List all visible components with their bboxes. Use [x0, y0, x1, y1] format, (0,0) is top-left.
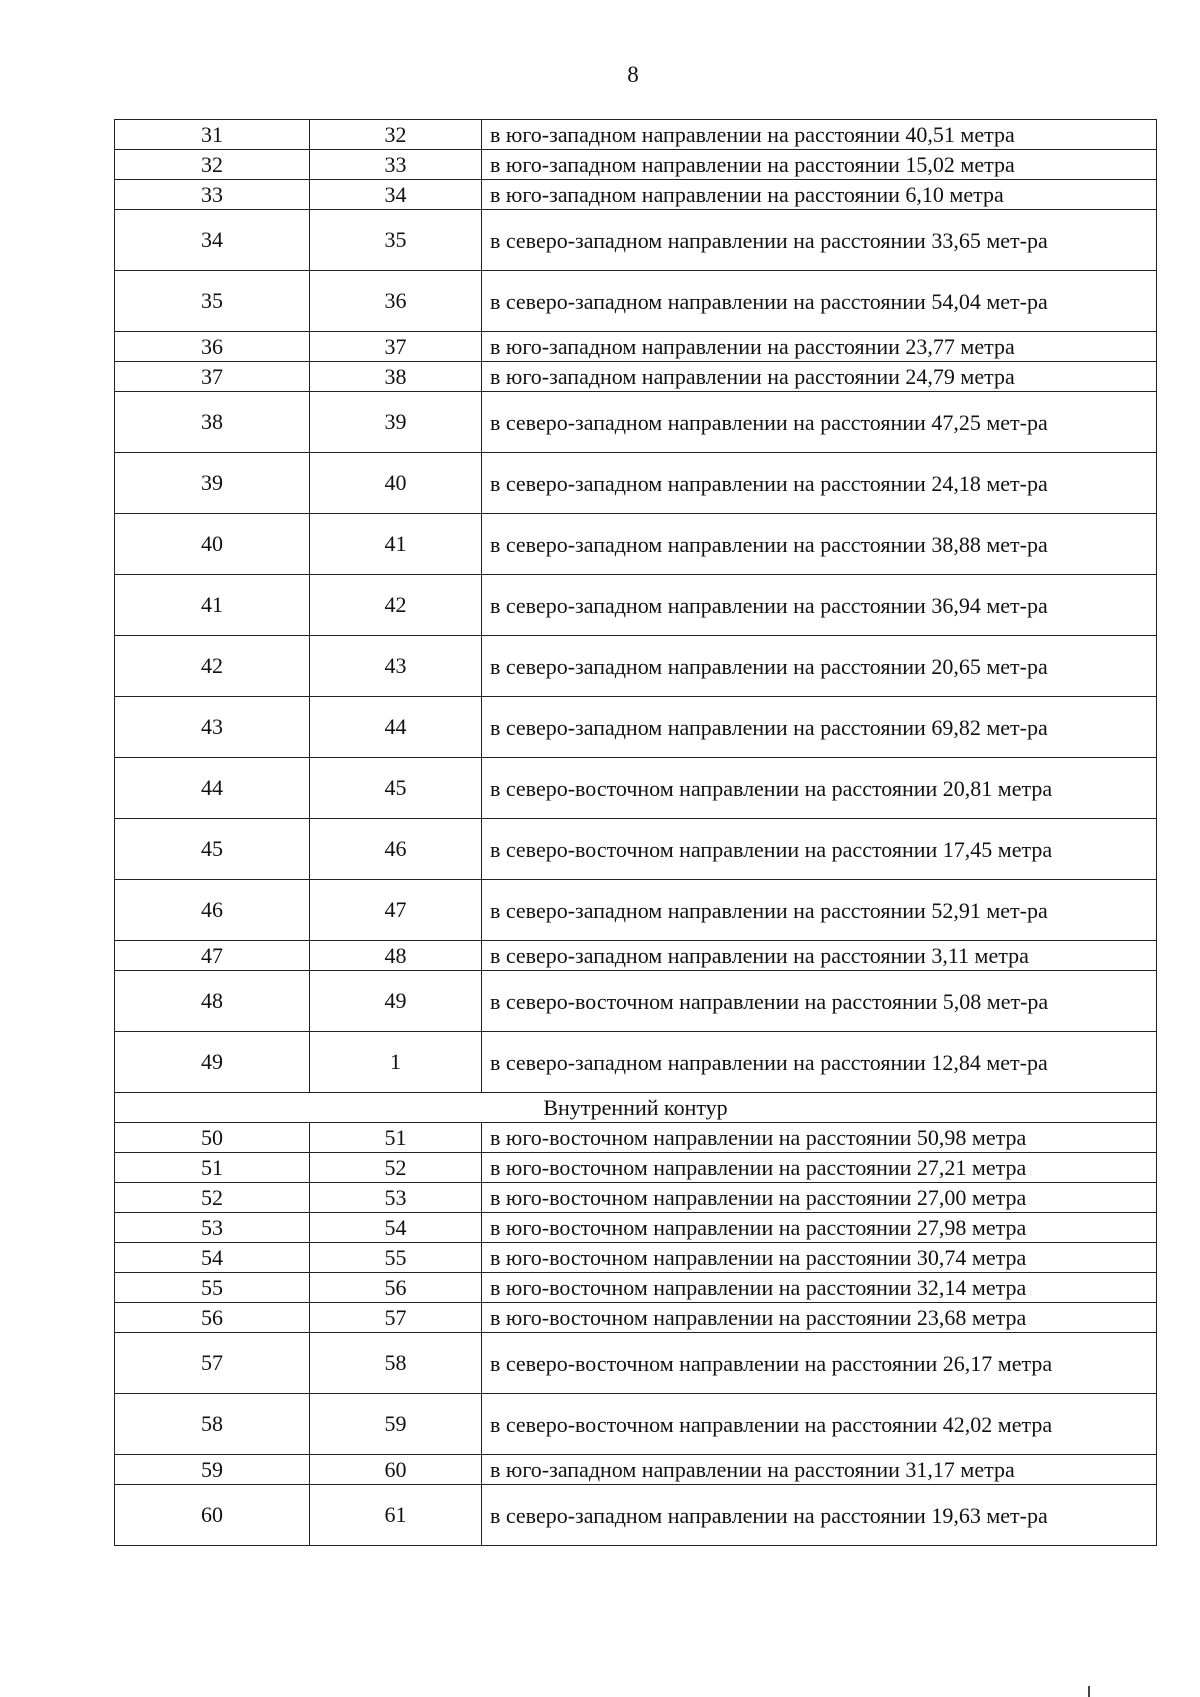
point-from: 51	[115, 1153, 310, 1183]
table-row	[115, 1123, 1157, 1153]
point-to: 52	[310, 1153, 482, 1183]
segment-description: в северо-восточном направлении на расстоянии 26,17 метра	[482, 1333, 1157, 1394]
segment-description: в северо-восточном направлении на расстоянии 42,02 метра	[482, 1394, 1157, 1455]
point-from: 36	[115, 332, 310, 362]
point-from: 31	[115, 120, 310, 150]
table-row	[115, 332, 1157, 362]
segment-description: в северо-западном направлении на расстоянии 36,94 мет-ра	[482, 575, 1157, 636]
point-from: 56	[115, 1303, 310, 1333]
point-from: 40	[115, 514, 310, 575]
segment-description: в юго-восточном направлении на расстоянии 32,14 метра	[482, 1273, 1157, 1303]
section-title: Внутренний контур	[115, 1093, 1157, 1123]
point-from: 34	[115, 210, 310, 271]
scan-mark	[1088, 1686, 1090, 1697]
table-row	[115, 941, 1157, 971]
point-from: 38	[115, 392, 310, 453]
point-to: 36	[310, 271, 482, 332]
segment-description: в северо-западном направлении на расстоянии 54,04 мет-ра	[482, 271, 1157, 332]
point-from: 52	[115, 1183, 310, 1213]
segment-description: в северо-западном направлении на расстоянии 52,91 мет-ра	[482, 880, 1157, 941]
point-to: 43	[310, 636, 482, 697]
table-row	[115, 210, 1157, 271]
point-from: 46	[115, 880, 310, 941]
point-to: 38	[310, 362, 482, 392]
point-from: 59	[115, 1455, 310, 1485]
segment-description: в северо-западном направлении на расстоянии 69,82 мет-ра	[482, 697, 1157, 758]
table-row	[115, 880, 1157, 941]
segment-description: в северо-восточном направлении на расстоянии 5,08 мет-ра	[482, 971, 1157, 1032]
point-from: 32	[115, 150, 310, 180]
segment-description: в северо-западном направлении на расстоянии 12,84 мет-ра	[482, 1032, 1157, 1093]
point-to: 58	[310, 1333, 482, 1394]
point-to: 56	[310, 1273, 482, 1303]
point-from: 57	[115, 1333, 310, 1394]
point-to: 53	[310, 1183, 482, 1213]
segment-description: в северо-западном направлении на расстоянии 19,63 мет-ра	[482, 1485, 1157, 1546]
table-row	[115, 1333, 1157, 1394]
table-row	[115, 819, 1157, 880]
table-row	[115, 758, 1157, 819]
point-to: 55	[310, 1243, 482, 1273]
point-from: 53	[115, 1213, 310, 1243]
point-from: 55	[115, 1273, 310, 1303]
segment-description: в юго-западном направлении на расстоянии 6,10 метра	[482, 180, 1157, 210]
point-to: 59	[310, 1394, 482, 1455]
table-row	[115, 1153, 1157, 1183]
table-row	[115, 180, 1157, 210]
table-row	[115, 1455, 1157, 1485]
segment-description: в юго-западном направлении на расстоянии 24,79 метра	[482, 362, 1157, 392]
table-row	[115, 392, 1157, 453]
segment-description: в северо-западном направлении на расстоянии 24,18 мет-ра	[482, 453, 1157, 514]
table-row	[115, 362, 1157, 392]
point-to: 57	[310, 1303, 482, 1333]
table-row	[115, 1183, 1157, 1213]
point-from: 45	[115, 819, 310, 880]
segment-description: в юго-восточном направлении на расстоянии 23,68 метра	[482, 1303, 1157, 1333]
point-from: 33	[115, 180, 310, 210]
table-row	[115, 1485, 1157, 1546]
segment-description: в северо-западном направлении на расстоянии 47,25 мет-ра	[482, 392, 1157, 453]
point-from: 41	[115, 575, 310, 636]
segment-description: в северо-восточном направлении на расстоянии 17,45 метра	[482, 819, 1157, 880]
table-row	[115, 1303, 1157, 1333]
point-to: 51	[310, 1123, 482, 1153]
segment-description: в юго-восточном направлении на расстоянии 27,00 метра	[482, 1183, 1157, 1213]
segment-description: в юго-восточном направлении на расстоянии 50,98 метра	[482, 1123, 1157, 1153]
table-row	[115, 1213, 1157, 1243]
point-to: 40	[310, 453, 482, 514]
point-to: 33	[310, 150, 482, 180]
segment-description: в юго-западном направлении на расстоянии 40,51 метра	[482, 120, 1157, 150]
table-row	[115, 453, 1157, 514]
segment-description: в юго-западном направлении на расстоянии 23,77 метра	[482, 332, 1157, 362]
point-to: 35	[310, 210, 482, 271]
segment-description: в юго-восточном направлении на расстоянии 30,74 метра	[482, 1243, 1157, 1273]
table-row	[115, 636, 1157, 697]
point-from: 50	[115, 1123, 310, 1153]
point-from: 43	[115, 697, 310, 758]
table-row	[115, 120, 1157, 150]
point-from: 60	[115, 1485, 310, 1546]
point-to: 44	[310, 697, 482, 758]
point-to: 47	[310, 880, 482, 941]
point-to: 54	[310, 1213, 482, 1243]
table-row	[115, 514, 1157, 575]
point-to: 32	[310, 120, 482, 150]
boundary-table	[114, 119, 1157, 1546]
point-from: 58	[115, 1394, 310, 1455]
point-to: 41	[310, 514, 482, 575]
point-to: 42	[310, 575, 482, 636]
point-from: 44	[115, 758, 310, 819]
table-row	[115, 271, 1157, 332]
point-to: 60	[310, 1455, 482, 1485]
segment-description: в юго-западном направлении на расстоянии 15,02 метра	[482, 150, 1157, 180]
segment-description: в юго-восточном направлении на расстоянии 27,98 метра	[482, 1213, 1157, 1243]
table-row	[115, 1273, 1157, 1303]
table-row	[115, 1032, 1157, 1093]
table-row	[115, 971, 1157, 1032]
point-to: 39	[310, 392, 482, 453]
point-from: 39	[115, 453, 310, 514]
segment-description: в северо-западном направлении на расстоянии 38,88 мет-ра	[482, 514, 1157, 575]
table-row	[115, 575, 1157, 636]
point-to: 37	[310, 332, 482, 362]
point-from: 47	[115, 941, 310, 971]
page-number: 8	[627, 62, 639, 87]
point-to: 49	[310, 971, 482, 1032]
segment-description: в северо-восточном направлении на расстоянии 20,81 метра	[482, 758, 1157, 819]
point-to: 1	[310, 1032, 482, 1093]
point-to: 46	[310, 819, 482, 880]
point-to: 48	[310, 941, 482, 971]
point-from: 54	[115, 1243, 310, 1273]
table-row	[115, 150, 1157, 180]
segment-description: в северо-западном направлении на расстоянии 33,65 мет-ра	[482, 210, 1157, 271]
point-from: 48	[115, 971, 310, 1032]
point-from: 49	[115, 1032, 310, 1093]
segment-description: в северо-западном направлении на расстоянии 3,11 метра	[482, 941, 1157, 971]
table-row	[115, 1394, 1157, 1455]
point-to: 61	[310, 1485, 482, 1546]
point-from: 37	[115, 362, 310, 392]
section-header-row	[115, 1093, 1157, 1123]
segment-description: в юго-западном направлении на расстоянии 31,17 метра	[482, 1455, 1157, 1485]
point-to: 34	[310, 180, 482, 210]
table-row	[115, 697, 1157, 758]
segment-description: в северо-западном направлении на расстоянии 20,65 мет-ра	[482, 636, 1157, 697]
point-from: 42	[115, 636, 310, 697]
segment-description: в юго-восточном направлении на расстоянии 27,21 метра	[482, 1153, 1157, 1183]
table-row	[115, 1243, 1157, 1273]
point-to: 45	[310, 758, 482, 819]
point-from: 35	[115, 271, 310, 332]
